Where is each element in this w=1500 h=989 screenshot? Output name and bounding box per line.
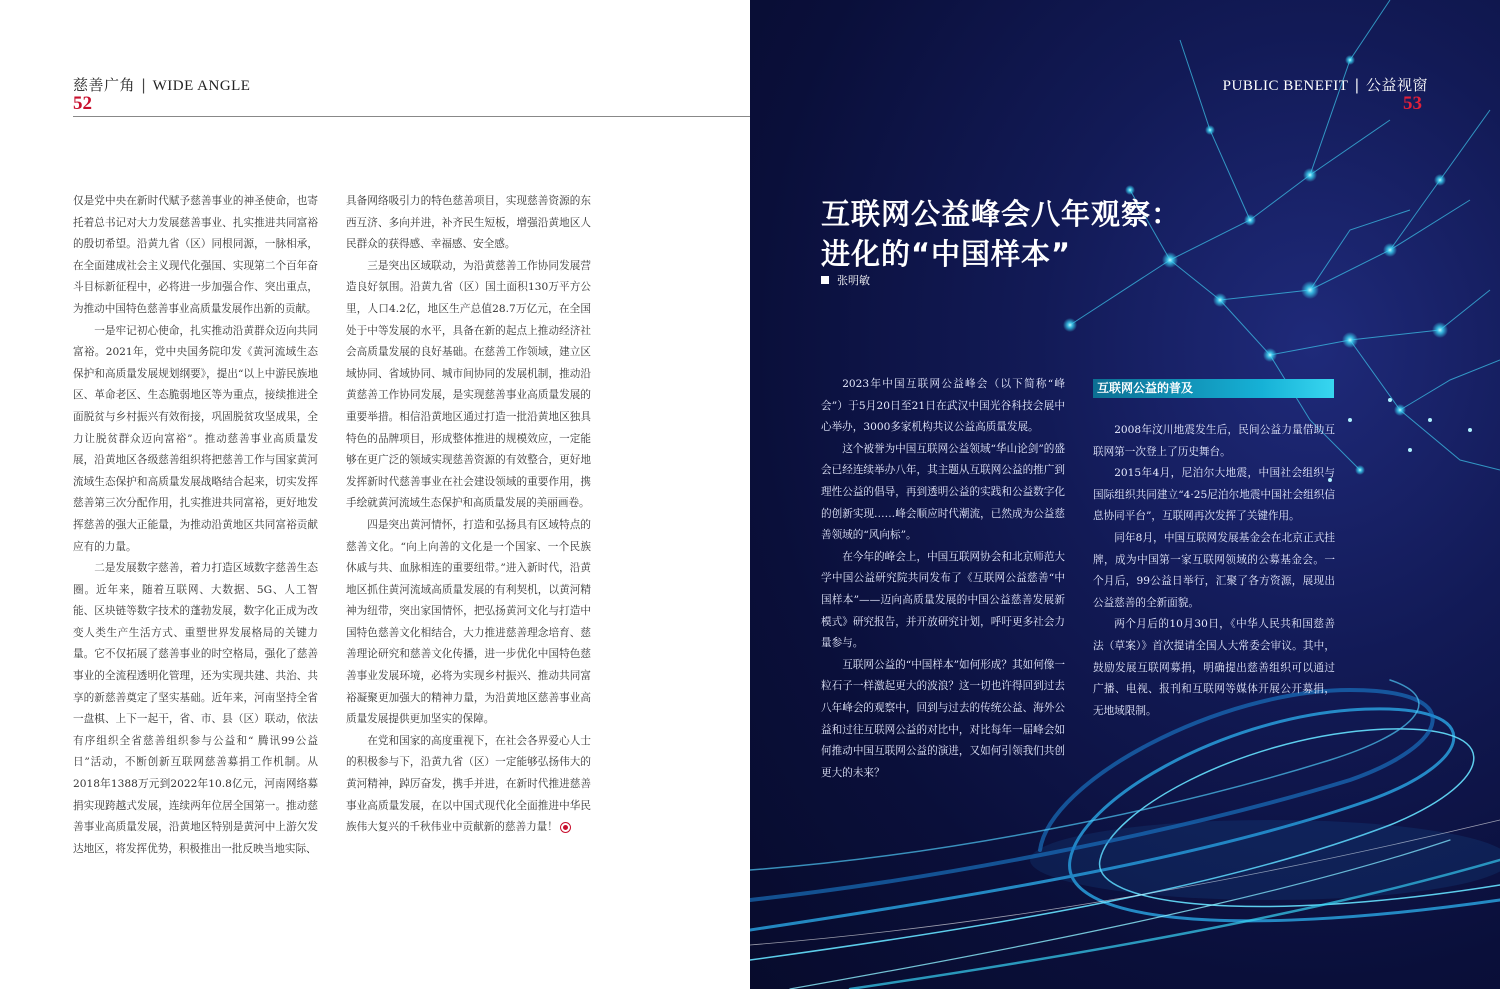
page-number-right: 53 [1403, 93, 1422, 114]
author-byline [821, 272, 870, 288]
paragraph: 2023年中国互联网公益峰会（以下简称“峰会”）于5月20日至21日在武汉中国光谷科技会展中心举办，3000多家机构共议公益高质量发展。 [821, 378, 1065, 434]
paragraph: 具备网络吸引力的特色慈善项目，实现慈善资源的东西互济、多向并进，补齐民生短板，增强沿黄地区人民群众的获得感、幸福感、安全感。 [346, 195, 591, 251]
paragraph: 一是牢记初心使命，扎实推动沿黄群众迈向共同富裕。2021年，党中央国务院印发《黄河流域生态保护和高质量发展规划纲要》，提出“以上中游民族地区、革命老区、生态脆弱地区等为重点，接续推进全面脱贫与乡村振兴有效衔接，巩固脱贫攻坚成果，全力让脱贫群众迈向富裕”。推动慈善事业高质量发展，沿黄地区各级慈善组织将把慈善工作与国家黄河流域生态保护和高质量发展战略结合起来，切实发挥慈善第三次分配作用，扎实推进共同富裕，更好地发挥慈善的强大正能量，为推动沿黄地区共同富裕贡献应有的力量。 [73, 324, 318, 553]
left-column-1 [73, 191, 318, 860]
article-title-line-2: 进化的“中国样本” [821, 237, 1072, 271]
paragraph: 在今年的峰会上，中国互联网协会和北京师范大学中国公益研究院共同发布了《互联网公益慈善“中国样本”——迈向高质量发展的中国公益慈善发展新模式》研究报告，并开放研究计划，呼吁更多社会力量参与。 [821, 550, 1065, 650]
section-subheading: 互联网公益的普及 [1093, 379, 1334, 398]
article-title [821, 194, 1181, 274]
paragraph: 互联网公益的“中国样本”如何形成？其如何像一粒石子一样激起更大的波浪？这一切也许得回到过去八年峰会的观察中，回到与过去的传统公益、海外公益和过往互联网公益的对比中，对比每年一届峰会如何推动中国互联网公益的演进，又如何引领我们共创更大的未来？ [821, 658, 1065, 779]
end-mark-icon [560, 822, 571, 833]
paragraph-text: 在党和国家的高度重视下，在社会各界爱心人士的积极参与下，沿黄九省（区）一定能够弘扬伟大的黄河精神，踔厉奋发，携手并进，在新时代推进慈善事业高质量发展，在以中国式现代化全面推进中华民族伟大复兴的千秋伟业中贡献新的慈善力量！ [346, 734, 591, 834]
paragraph: 仅是党中央在新时代赋予慈善事业的神圣使命，也寄托着总书记对大力发展慈善事业、扎实推进共同富裕的殷切希望。沿黄九省（区）同根同源，一脉相承，在全面建成社会主义现代化强国、实现第二个百年奋斗目标新征程中，必将进一步加强合作、突出重点，为推动中国特色慈善事业高质量发展作出新的贡献。 [73, 195, 318, 315]
left-column-2 [346, 191, 591, 839]
paragraph: 两个月后的10月30日，《中华人民共和国慈善法（草案）》首次提请全国人大常委会审议。其中，鼓励发展互联网募捐，明确提出慈善组织可以通过广播、电视、报刊和互联网等媒体开展公开募捐，无地域限制。 [1093, 618, 1335, 717]
header-separator: | [1354, 76, 1360, 94]
right-column-1 [821, 374, 1065, 784]
paragraph: 2015年4月，尼泊尔大地震，中国社会组织与国际组织共同建立“4·25尼泊尔地震中国社会组织信息协同平台”，互联网再次发挥了关键作用。 [1093, 467, 1335, 523]
section-title-cn: 慈善广角 [73, 76, 136, 94]
paragraph: 2008年汶川地震发生后，民间公益力量借助互联网第一次登上了历史舞台。 [1093, 424, 1335, 458]
header-separator: | [141, 76, 147, 94]
byline-square-icon [821, 276, 829, 284]
section-title-en: PUBLIC BENEFIT [1222, 78, 1349, 94]
paragraph: 四是突出黄河情怀，打造和弘扬具有区域特点的慈善文化。“向上向善的文化是一个国家、一个民族休戚与共、血脉相连的重要纽带。”进入新时代，沿黄地区抓住黄河流域高质量发展的有利契机，以黄河精神为纽带，突出家国情怀，把弘扬黄河文化与打造中国特色慈善文化相结合，大力推进慈善理念培育、慈善理论研究和慈善文化传播，进一步优化中国特色慈善事业发展环境，必将为实现乡村振兴、推动共同富裕凝聚更加强大的精神力量，为沿黄地区慈善事业高质量发展提供更加坚实的保障。 [346, 518, 591, 726]
paragraph: 同年8月，中国互联网发展基金会在北京正式挂牌，成为中国第一家互联网领域的公募基金会。一个月后，99公益日举行，汇聚了各方资源，展现出公益慈善的全新面貌。 [1093, 531, 1335, 609]
left-page-header [73, 74, 250, 95]
header-rule [73, 116, 750, 117]
section-title-en: WIDE ANGLE [152, 78, 251, 94]
paragraph: 这个被誉为中国互联网公益领域“华山论剑”的盛会已经连续举办八年，其主题从互联网公益的推广到理性公益的倡导，再到透明公益的实践和公益数字化的创新实现……峰会顺应时代潮流，已然成为公益慈善领域的“风向标”。 [821, 442, 1065, 542]
right-page-header [1223, 74, 1428, 95]
author-name: 张明敏 [837, 274, 870, 287]
paragraph: 三是突出区域联动，为沿黄慈善工作协同发展营造良好氛围。沿黄九省（区）国土面积130万平方公里，人口4.2亿，地区生产总值28.7万亿元，在全国处于中等发展的水平，具备在新的起点上推动经济社会高质量发展的良好基础。在慈善工作领域，建立区域协同、省域协同、城市间协同的发展机制，推动沿黄慈善工作协同发展，是实现慈善事业高质量发展的重要举措。相信沿黄地区通过打造一批沿黄地区独具特色的品牌项目，形成整体推进的规模效应，一定能够在更广泛的领域实现慈善资源的有效整合，更好地发挥新时代慈善事业在社会建设领域的重要作用，携手绘就黄河流域生态保护和高质量发展的美丽画卷。 [346, 259, 591, 510]
page-number-left: 52 [73, 93, 92, 114]
right-page [750, 0, 1500, 989]
paragraph: 二是发展数字慈善，着力打造区域数字慈善生态圈。近年来，随着互联网、大数据、5G、人工智能、区块链等数字技术的蓬勃发展，数字化正成为改变人类生产生活方式、重塑世界发展格局的关键力量。它不仅拓展了慈善事业的时空格局，强化了慈善事业的全流程透明化管理，还为实现共建、共治、共享的新慈善奠定了坚实基础。近年来，河南坚持全省一盘棋、上下一起干，省、市、县（区）联动，依法有序组织全省慈善组织参与公益和“ 腾讯99公益日”活动，不断创新互联网慈善募捐工作机制。从2018年1388万元到2022年10.8亿元，河南网络募捐实现跨越式发展，连续两年位居全国第一。推动慈善事业高质量发展，沿黄地区特别是黄河中上游欠发达地区，将发挥优势，积极推出一批反映当地实际、 [73, 562, 318, 855]
section-title-cn: 公益视窗 [1365, 76, 1428, 94]
article-title-line-1: 互联网公益峰会八年观察： [821, 197, 1182, 231]
right-column-2 [1093, 420, 1335, 722]
paragraph-last [346, 731, 591, 839]
